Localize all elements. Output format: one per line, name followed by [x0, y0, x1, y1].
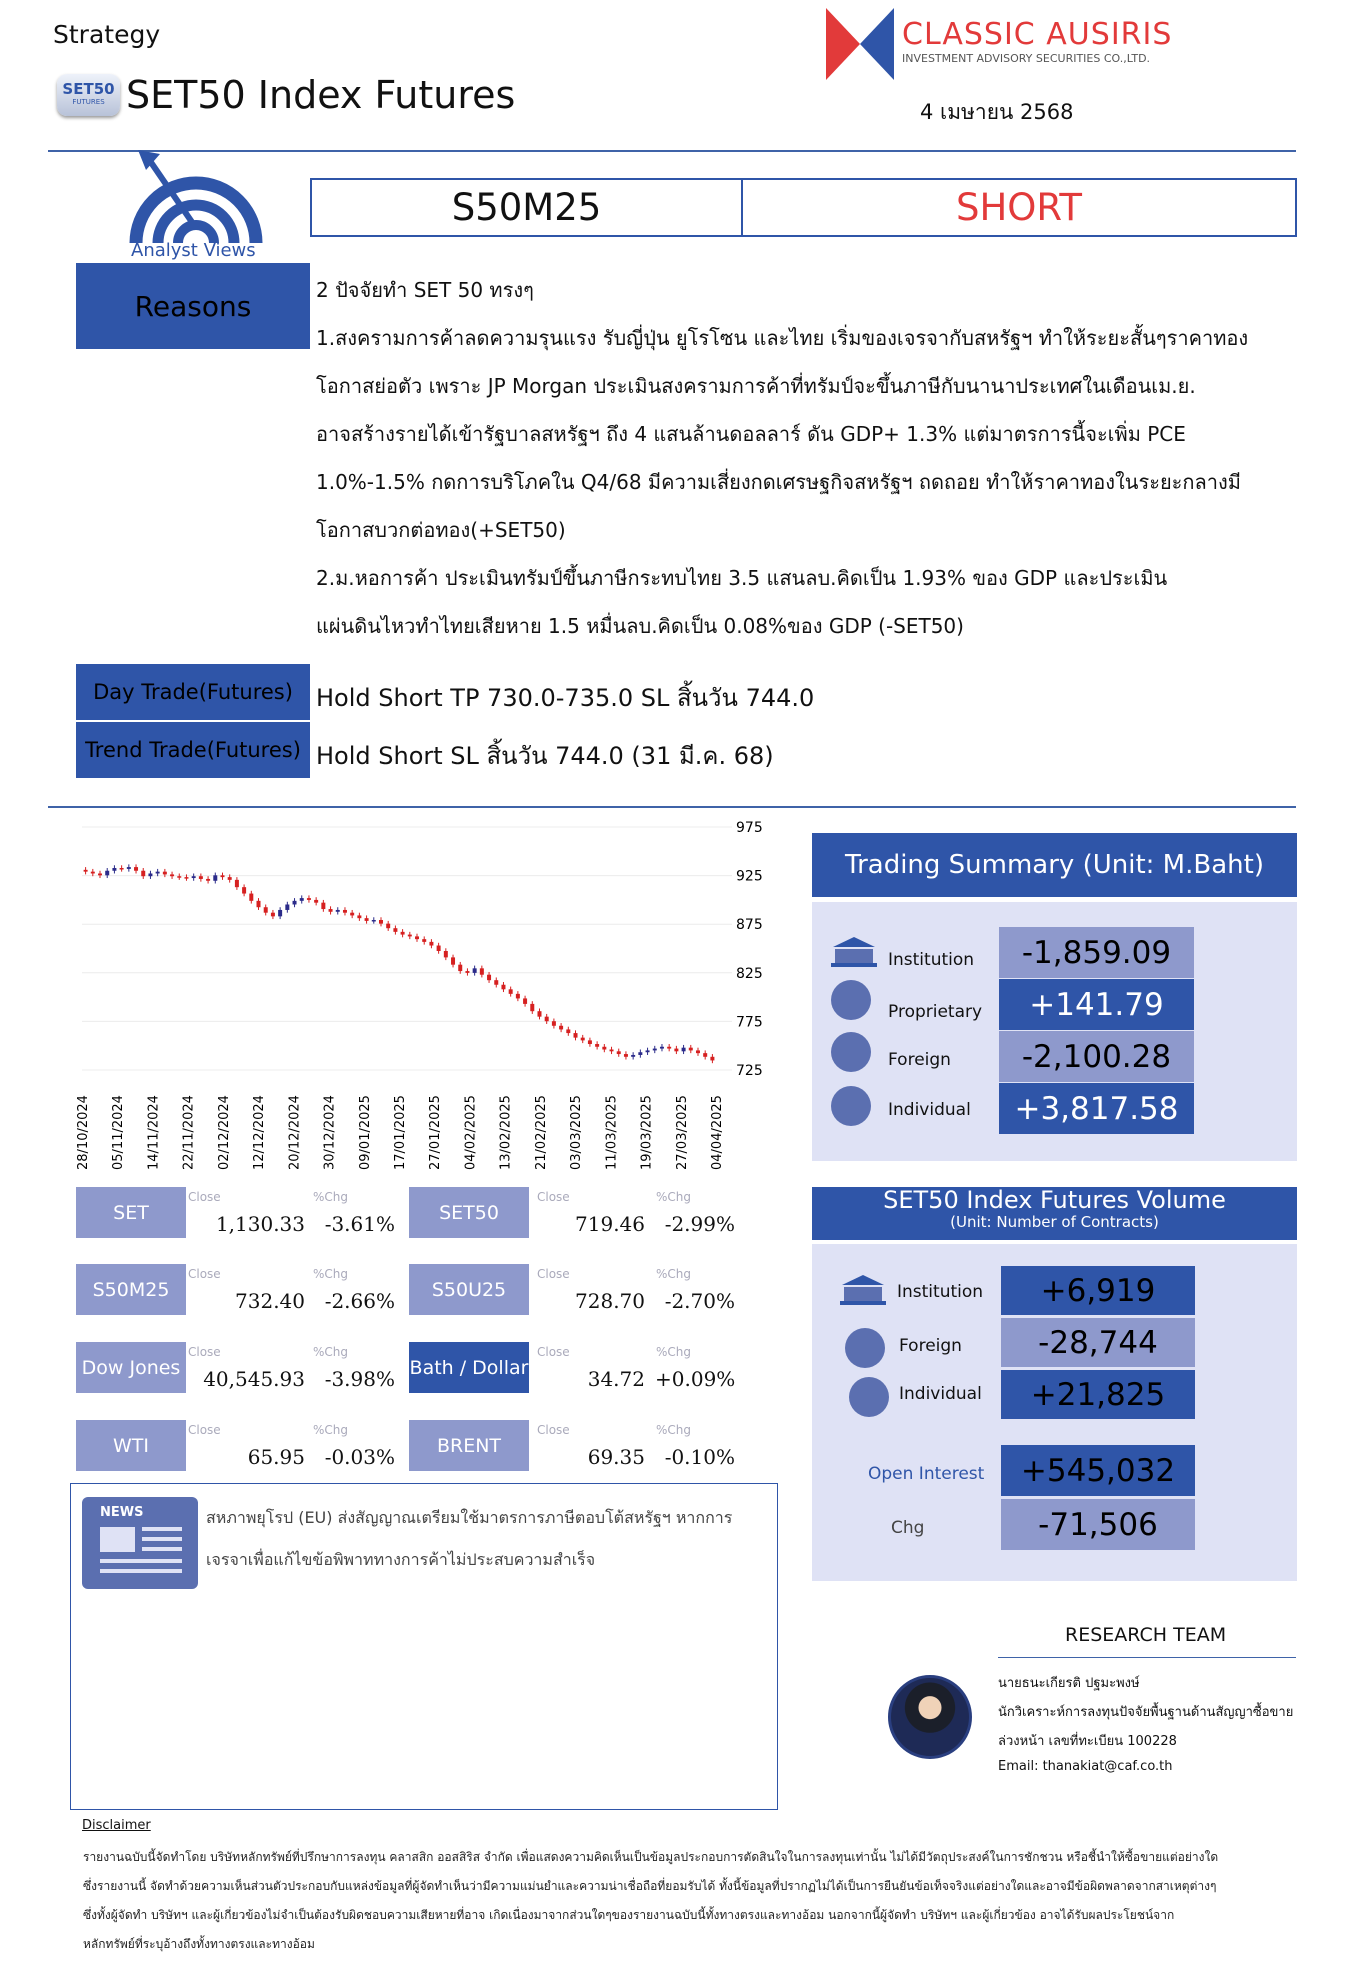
ts-row-label: Institution	[888, 950, 975, 970]
candle-body	[170, 874, 174, 876]
index-name: S50U25	[409, 1264, 529, 1315]
disclaimer-line: ซึ่งทั้งผู้จัดทำ บริษัทฯ และผู้เกี่ยวข้องไม่จำเป็นต้องรับผิดชอบความเสียหายที่อาจ เกิดเนื่องมาจากส่วนใดๆของรายงานฉบับนี้ทั้งทางตรงและทางอ้อม นอกจากนี้ผู้จัดทำ บริษัทฯ และผู้เกี่ยวข้อง อาจได้รับผลประโยชน์จาก	[83, 1908, 1175, 1922]
analyst-name: นายธนะเกียรติ ปฐมะพงษ์	[998, 1676, 1140, 1691]
index-chg-label: %Chg	[656, 1190, 692, 1204]
index-name: WTI	[76, 1420, 186, 1471]
index-close-label: Close	[188, 1267, 221, 1281]
x-tick-label: 22/11/2024	[181, 1095, 197, 1170]
candle-body	[429, 942, 433, 946]
x-tick-label: 30/12/2024	[322, 1095, 338, 1170]
ts-row-value: +3,817.58	[999, 1083, 1194, 1134]
research-team-title: RESEARCH TEAM	[1065, 1624, 1227, 1646]
x-tick-label: 03/03/2025	[569, 1095, 585, 1170]
strategy-label: Strategy	[53, 20, 161, 49]
news-badge: NEWS	[100, 1505, 144, 1520]
reason-line: อาจสร้างรายได้เข้ารัฐบาลสหรัฐฯ ถึง 4 แสนล้านดอลลาร์ ดัน GDP+ 1.3% แต่มาตรการนี้จะเพิ่ม PCE	[316, 422, 1186, 446]
candle-body	[141, 871, 145, 876]
report-date: 4 เมษายน 2568	[920, 100, 1074, 124]
candle-body	[393, 928, 397, 932]
candle-body	[257, 901, 261, 907]
y-tick-label: 775	[736, 1014, 763, 1031]
candle-body	[581, 1038, 585, 1041]
set50-candlestick-chart	[76, 815, 763, 1185]
candle-body	[422, 939, 426, 942]
index-close-value: 728.70	[575, 1289, 645, 1313]
candle-body	[271, 913, 275, 917]
candle-body	[285, 904, 289, 909]
candle-body	[293, 901, 297, 905]
candle-body	[610, 1049, 614, 1051]
index-name: Dow Jones	[76, 1342, 186, 1393]
candle-body	[184, 877, 188, 879]
candle-body	[300, 898, 304, 901]
analyst-email: Email: thanakiat@caf.co.th	[998, 1759, 1173, 1774]
index-name: Bath / Dollar	[409, 1342, 529, 1393]
candle-body	[408, 935, 412, 937]
logo-badge: SET50	[62, 80, 115, 98]
candle-body	[329, 909, 333, 912]
candle-body	[451, 957, 455, 964]
candle-body	[624, 1054, 628, 1057]
candle-body	[98, 873, 102, 875]
candle-body	[509, 989, 513, 994]
candle-body	[588, 1040, 592, 1044]
candle-body	[321, 903, 325, 909]
individual-icon	[849, 1377, 889, 1417]
x-tick-label: 28/10/2024	[76, 1095, 91, 1170]
fv-row-value: -28,744	[1001, 1318, 1195, 1367]
candle-body	[465, 971, 469, 973]
reason-line: 1.สงครามการค้าลดความรุนแรง รับญี่ปุ่น ยูโรโซน และไทย เริ่มของเจรจากับสหรัฐฯ ทำให้ระยะสั้นๆราคาทอง	[316, 326, 1249, 350]
x-tick-label: 12/12/2024	[252, 1095, 268, 1170]
y-tick-label: 875	[736, 917, 763, 934]
index-chg-label: %Chg	[656, 1423, 692, 1437]
index-chg-label: %Chg	[313, 1267, 349, 1281]
candle-body	[710, 1057, 714, 1061]
candle-body	[458, 965, 462, 971]
section-divider	[48, 806, 1296, 808]
index-chg-value: -2.66%	[324, 1289, 395, 1313]
candle-body	[674, 1049, 678, 1052]
index-name: SET	[76, 1187, 186, 1238]
fv-row-label: Individual	[899, 1384, 982, 1404]
x-tick-label: 19/03/2025	[639, 1095, 655, 1170]
index-close-label: Close	[537, 1267, 570, 1281]
fv-row-value: +6,919	[1001, 1266, 1195, 1315]
index-close-label: Close	[188, 1345, 221, 1359]
candle-body	[566, 1029, 570, 1033]
candle-body	[307, 898, 311, 900]
index-close-value: 40,545.93	[203, 1367, 305, 1391]
candle-body	[84, 870, 88, 872]
signal-box	[310, 178, 1297, 237]
company-logo-icon	[826, 8, 894, 80]
index-close-value: 732.40	[235, 1289, 305, 1313]
analyst-license: ล่วงหน้า เลขที่ทะเบียน 100228	[998, 1734, 1177, 1749]
candle-body	[595, 1044, 599, 1047]
futures-volume-header	[812, 1187, 1297, 1240]
trend-trade-label: Trend Trade(Futures)	[76, 722, 310, 778]
news-line: เจรจาเพื่อแก้ไขข้อพิพาททางการค้าไม่ประสบความสำเร็จ	[206, 1550, 596, 1569]
company-name: CLASSIC AUSIRIS	[902, 17, 1173, 52]
candle-body	[501, 985, 505, 990]
candle-body	[264, 907, 268, 912]
index-name: BRENT	[409, 1420, 529, 1471]
index-chg-label: %Chg	[656, 1267, 692, 1281]
index-chg-label: %Chg	[313, 1190, 349, 1204]
ts-row-label: Foreign	[888, 1050, 951, 1070]
candle-body	[112, 868, 116, 871]
candle-body	[213, 875, 217, 880]
foreign-icon	[831, 1032, 871, 1072]
candle-body	[617, 1051, 621, 1054]
index-chg-value: -3.98%	[324, 1367, 395, 1391]
disclaimer-line: ซึ่งรายงานนี้ จัดทำด้วยความเห็นส่วนตัวประกอบกับแหล่งข้อมูลที่ผู้จัดทำเห็นว่ามีความแม่นยำและความน่าเชื่อถือที่ยอมรับได้ ทั้งนี้ข้อมูลที่ปรากฏไม่ได้เป็นการยืนยันข้อเท็จจริงแต่อย่างใดและอาจมีข้อผิดพลาดจากสาเหตุต่างๆ	[83, 1879, 1217, 1893]
candle-body	[523, 998, 527, 1003]
candle-body	[444, 951, 448, 957]
candle-body	[357, 915, 361, 918]
ts-row-label: Individual	[888, 1100, 971, 1120]
analyst-views-label: Analyst Views	[131, 240, 256, 261]
ts-row-value: +141.79	[999, 979, 1194, 1030]
candle-body	[631, 1055, 635, 1057]
candle-body	[689, 1048, 693, 1051]
day-trade-label: Day Trade(Futures)	[76, 664, 310, 720]
institution-icon	[829, 935, 879, 967]
candle-body	[156, 872, 160, 874]
candle-body	[696, 1050, 700, 1053]
candle-body	[559, 1026, 563, 1030]
institution-icon	[838, 1273, 888, 1305]
page-title: SET50 Index Futures	[126, 73, 516, 117]
index-chg-value: -2.99%	[664, 1212, 735, 1236]
x-tick-label: 13/02/2025	[498, 1095, 514, 1170]
trend-trade-text: Hold Short SL สิ้นวัน 744.0 (31 มี.ค. 68)	[316, 742, 774, 770]
candle-body	[638, 1052, 642, 1055]
proprietary-icon	[831, 980, 871, 1020]
candle-body	[516, 994, 520, 999]
candle-body	[552, 1021, 556, 1026]
ts-row-value: -1,859.09	[999, 927, 1194, 978]
fv-row-label: Foreign	[899, 1336, 962, 1356]
index-close-value: 65.95	[247, 1445, 305, 1469]
disclaimer-line: รายงานฉบับนี้จัดทำโดย บริษัทหลักทรัพย์ที่ปรึกษาการลงทุน คลาสสิก ออสสิริส จำกัด เพื่อแสดงความคิดเห็นเป็นข้อมูลประกอบการตัดสินใจในการลงทุนเท่านั้น ไม่ได้มีวัตถุประสงค์ในการชักชวน หรือชี้นำให้ซื้อขายแต่อย่างใด	[83, 1850, 1219, 1864]
x-tick-label: 04/02/2025	[463, 1095, 479, 1170]
logo-badge-sub: FUTURES	[72, 98, 105, 106]
candle-body	[437, 946, 441, 951]
reason-line: โอกาสย่อตัว เพราะ JP Morgan ประเมินสงครามการค้าที่ทรัมป์จะขึ้นภาษีกับนานาประเทศในเดือนเม.ย.	[316, 374, 1196, 398]
index-close-value: 719.46	[575, 1212, 645, 1236]
x-tick-label: 11/03/2025	[604, 1095, 620, 1170]
index-chg-value: -2.70%	[664, 1289, 735, 1313]
index-chg-label: %Chg	[313, 1423, 349, 1437]
x-tick-label: 21/02/2025	[533, 1095, 549, 1170]
candle-body	[91, 872, 95, 874]
index-close-value: 1,130.33	[215, 1212, 305, 1236]
candle-body	[379, 920, 383, 924]
reason-line: 2 ปัจจัยทำ SET 50 ทรงๆ	[316, 278, 534, 302]
set50-futures-logo	[57, 74, 120, 116]
x-tick-label: 14/11/2024	[146, 1095, 162, 1170]
candle-body	[537, 1011, 541, 1016]
index-close-label: Close	[537, 1423, 570, 1437]
index-chg-label: %Chg	[656, 1345, 692, 1359]
candle-body	[177, 876, 181, 878]
x-tick-label: 02/12/2024	[216, 1095, 232, 1170]
reason-line: 1.0%-1.5% กดการบริโภคใน Q4/68 มีความเสี่ยงกดเศรษฐกิจสหรัฐฯ ถดถอย ทำให้ราคาทองในระยะกลางมี	[316, 470, 1241, 494]
candle-body	[206, 879, 210, 881]
index-close-label: Close	[188, 1423, 221, 1437]
ts-row-label: Proprietary	[888, 1002, 983, 1022]
index-chg-value: -0.10%	[664, 1445, 735, 1469]
news-line: สหภาพยุโรป (EU) ส่งสัญญาณเตรียมใช้มาตรการภาษีตอบโต้สหรัฐฯ หากการ	[206, 1508, 733, 1527]
index-close-label: Close	[188, 1190, 221, 1204]
reason-line: แผ่นดินไหวทำไทยเสียหาย 1.5 หมื่นลบ.คิดเป็น 0.08%ของ GDP (-SET50)	[316, 614, 964, 638]
candle-body	[163, 872, 167, 875]
trading-summary-header	[812, 833, 1297, 897]
analyst-role: นักวิเคราะห์การลงทุนปัจจัยพื้นฐานด้านสัญญาซื้อขาย	[998, 1705, 1294, 1720]
futures-volume-title: SET50 Index Futures Volume	[883, 1186, 1226, 1214]
news-icon	[82, 1497, 198, 1589]
open-interest-value: +545,032	[1001, 1445, 1195, 1496]
candle-body	[235, 880, 239, 887]
index-name: SET50	[409, 1187, 529, 1238]
reasons-label: Reasons	[76, 263, 310, 349]
x-tick-label: 05/11/2024	[111, 1095, 127, 1170]
index-name: S50M25	[76, 1264, 186, 1315]
index-close-value: 34.72	[587, 1367, 645, 1391]
candle-body	[343, 910, 347, 913]
candle-body	[487, 975, 491, 980]
candle-body	[127, 867, 131, 869]
index-chg-value: -3.61%	[324, 1212, 395, 1236]
candle-body	[350, 913, 354, 916]
index-close-label: Close	[537, 1345, 570, 1359]
candle-body	[660, 1047, 664, 1049]
x-tick-label: 27/03/2025	[674, 1095, 690, 1170]
x-tick-label: 20/12/2024	[287, 1095, 303, 1170]
candle-body	[228, 877, 232, 880]
index-chg-value: -0.03%	[324, 1445, 395, 1469]
candle-body	[574, 1033, 578, 1038]
candle-body	[314, 900, 318, 903]
reason-line: 2.ม.หอการค้า ประเมินทรัมป์ขึ้นภาษีกระทบไทย 3.5 แสนลบ.คิดเป็น 1.93% ของ GDP และประเมิน	[316, 566, 1168, 590]
individual-icon	[831, 1086, 871, 1126]
research-divider	[998, 1657, 1296, 1658]
signal-symbol: S50M25	[312, 180, 743, 235]
candle-body	[365, 918, 369, 921]
y-tick-label: 725	[736, 1063, 763, 1079]
fv-row-label: Institution	[897, 1282, 984, 1302]
fv-row-value: +21,825	[1001, 1370, 1195, 1419]
x-tick-label: 27/01/2025	[428, 1095, 444, 1170]
trading-summary-title: Trading Summary (Unit: M.Baht)	[845, 850, 1264, 880]
disclaimer-title: Disclaimer	[82, 1818, 151, 1833]
candle-body	[473, 968, 477, 973]
disclaimer-line: หลักทรัพย์ที่ระบุอ้างถึงทั้งทางตรงและทางอ้อม	[83, 1937, 315, 1951]
analyst-views-target-icon	[126, 148, 268, 246]
candle-body	[192, 876, 196, 878]
candle-body	[242, 887, 246, 893]
candle-body	[249, 894, 253, 901]
candle-body	[602, 1047, 606, 1050]
candle-body	[682, 1048, 686, 1052]
chg-value: -71,506	[1001, 1499, 1195, 1550]
signal-position: SHORT	[955, 186, 1083, 229]
candle-body	[386, 924, 390, 929]
candle-body	[646, 1050, 650, 1052]
company-subtitle: INVESTMENT ADVISORY SECURITIES CO.,LTD.	[902, 52, 1151, 65]
y-tick-label: 825	[736, 965, 763, 982]
candle-body	[415, 936, 419, 939]
x-tick-label: 09/01/2025	[357, 1095, 373, 1170]
candle-body	[220, 875, 224, 877]
open-interest-label: Open Interest	[868, 1464, 985, 1484]
index-chg-value: +0.09%	[655, 1367, 736, 1391]
candle-body	[703, 1053, 707, 1057]
ts-row-value: -2,100.28	[999, 1031, 1194, 1082]
index-close-value: 69.35	[587, 1445, 645, 1469]
candle-body	[199, 876, 203, 879]
y-tick-label: 925	[736, 868, 763, 885]
candle-body	[667, 1047, 671, 1049]
y-tick-label: 975	[736, 820, 763, 836]
candle-body	[530, 1004, 534, 1011]
reason-line: โอกาสบวกต่อทอง(+SET50)	[316, 518, 566, 542]
candle-body	[336, 910, 340, 912]
candle-body	[120, 868, 124, 870]
foreign-icon	[845, 1328, 885, 1368]
day-trade-text: Hold Short TP 730.0-735.0 SL สิ้นวัน 744.0	[316, 684, 815, 712]
candle-body	[545, 1017, 549, 1022]
chg-label: Chg	[891, 1518, 925, 1538]
candle-body	[278, 910, 282, 916]
analyst-avatar	[888, 1675, 972, 1759]
x-tick-label: 04/04/2025	[710, 1095, 725, 1170]
candle-body	[148, 873, 152, 876]
candle-body	[480, 968, 484, 974]
candle-body	[401, 932, 405, 935]
company-logo	[826, 8, 894, 80]
index-close-label: Close	[537, 1190, 570, 1204]
candle-body	[105, 871, 109, 876]
candle-body	[653, 1049, 657, 1051]
index-chg-label: %Chg	[313, 1345, 349, 1359]
futures-volume-subtitle: (Unit: Number of Contracts)	[950, 1213, 1159, 1231]
candle-body	[494, 980, 498, 985]
candle-body	[134, 867, 138, 871]
candle-body	[372, 920, 376, 922]
x-tick-label: 17/01/2025	[393, 1095, 408, 1170]
